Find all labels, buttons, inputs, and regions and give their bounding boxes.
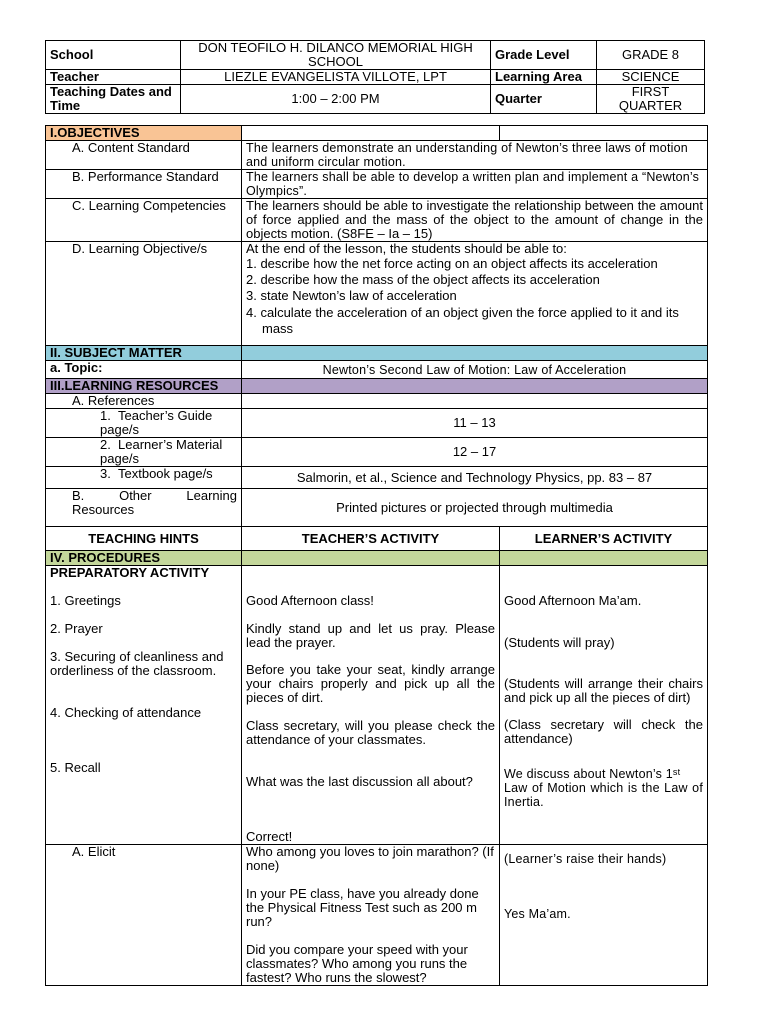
quarter-label: Quarter [491,85,597,114]
teacher-label: Teacher [46,70,181,85]
learning-objectives-list [246,257,703,337]
subject-matter-heading-fill [242,346,708,361]
textbook-label [50,467,237,481]
teachers-guide-label [50,409,237,437]
learners-material-number: 2. [100,437,111,452]
textbook-label-cell [46,467,242,489]
prayer-label: 2. Prayer [50,621,103,636]
learners-material-label [50,438,237,466]
subject-matter-heading: II. SUBJECT MATTER [46,346,242,361]
elicit-teacher-2: In your PE class, have you already done the Physical Fitness Test such as 200 m run? [246,886,479,929]
teachers-guide-number: 1. [100,408,111,423]
textbook-number: 3. [100,466,111,481]
cleanliness-teacher: Before you take your seat, kindly arrange your chairs properly and pick up all the pieces of dirt. [246,662,495,705]
greetings-teacher: Good Afternoon class! [246,593,374,608]
preparatory-teacher-cell [242,566,500,845]
recall-teacher-correct: Correct! [246,829,293,844]
recall-label: 5. Recall [50,760,101,775]
school-label: School [46,41,181,70]
learning-resources-heading: III.LEARNING RESOURCES [46,379,242,394]
school-value: DON TEOFILO H. DILANCO MEMORIAL HIGH SCHOOL [181,41,491,70]
elicit-learner-1: (Learner’s raise their hands) [504,852,667,866]
topic-value: Newton’s Second Law of Motion: Law of Acceleration [242,361,708,379]
objectives-heading-blank-2 [500,126,708,141]
cleanliness-label: 3. Securing of cleanliness and orderliness of the classroom. [50,649,224,678]
header-table [45,40,705,114]
lesson-plan-table [45,125,708,986]
learning-objectives-label: D. Learning Objective/s [46,242,242,346]
preparatory-hints-cell [46,566,242,845]
learning-area-label: Learning Area [491,70,597,85]
elicit-teacher-1: Who among you loves to join marathon? (If none) [246,844,494,873]
performance-standard-label: B. Performance Standard [46,170,242,199]
learning-objective-item: 1. describe how the net force acting on an object affects its acceleration [246,256,658,271]
recall-learner [504,767,703,809]
objectives-heading: I.OBJECTIVES [46,126,242,141]
teachers-guide-label-cell [46,409,242,438]
procedures-heading-fill [242,551,500,566]
prayer-learner: (Students will pray) [504,635,615,650]
elicit-label: A. Elicit [46,845,242,986]
attendance-teacher: Class secretary, will you please check the attendance of your classmates. [246,718,495,747]
greetings-learner: Good Afternoon Ma’am. [504,593,642,608]
elicit-learner-2: Yes Ma’am. [504,907,571,921]
elicit-teacher-3: Did you compare your speed with your classmates? Who among you runs the fastest? Who runs the slowest? [246,942,468,985]
learners-activity-header: LEARNER’S ACTIVITY [500,527,708,551]
performance-standard-text: The learners shall be able to develop a written plan and implement a “Newton’s Olympics”. [242,170,708,199]
attendance-label: 4. Checking of attendance [50,705,202,720]
teaching-dates-value: 1:00 – 2:00 PM [181,85,491,114]
grade-level-value: GRADE 8 [597,41,705,70]
greetings-label: 1. Greetings [50,593,121,608]
learners-material-label-cell [46,438,242,467]
recall-learner-text-2: Law of Motion which is the Law of Inertia. [504,781,703,809]
quarter-value: FIRST QUARTER [597,85,705,114]
learning-objectives-intro: At the end of the lesson, the students should be able to: [246,241,567,256]
teachers-guide-text: Teacher’s Guide page/s [100,408,213,437]
learning-objective-item: 2. describe how the mass of the object affects its acceleration [246,272,600,287]
learners-material-value: 12 – 17 [242,438,708,467]
other-resources-label: B. Other Learning Resources [46,489,242,527]
textbook-text: Textbook page/s [118,466,213,481]
teacher-value: LIEZLE EVANGELISTA VILLOTE, LPT [181,70,491,85]
learning-objective-item: 3. state Newton’s law of acceleration [246,288,457,303]
recall-learner-text: We discuss about Newton’s 1 [504,767,673,781]
elicit-learner-cell [500,845,708,986]
other-resources-value: Printed pictures or projected through multimedia [242,489,708,527]
elicit-teacher-cell [242,845,500,986]
procedures-heading: IV. PROCEDURES [46,551,242,566]
recall-teacher: What was the last discussion all about? [246,774,473,789]
grade-level-label: Grade Level [491,41,597,70]
learning-competencies-label: C. Learning Competencies [46,199,242,242]
recall-learner-superscript: st [672,767,681,777]
textbook-value: Salmorin, et al., Science and Technology Physics, pp. 83 – 87 [242,467,708,489]
learners-material-text: Learner’s Material page/s [100,437,223,466]
learning-competencies-text: The learners should be able to investigate the relationship between the amount of force applied and the mass of the object to the amount of change in the objects motion. (S8FE – Ia – 15) [242,199,708,242]
topic-label: a. Topic: [46,361,242,379]
procedures-heading-fill-2 [500,551,708,566]
learning-area-value: SCIENCE [597,70,705,85]
preparatory-activity-heading: PREPARATORY ACTIVITY [50,565,210,580]
teachers-activity-header: TEACHER’S ACTIVITY [242,527,500,551]
learning-resources-heading-fill [242,379,708,394]
learning-objective-item: 4. calculate the acceleration of an object given the force applied to it and its mass [246,305,679,336]
references-label: A. References [46,394,242,409]
prayer-teacher: Kindly stand up and let us pray. Please lead the prayer. [246,621,495,650]
references-blank [242,394,708,409]
teachers-guide-value: 11 – 13 [242,409,708,438]
teaching-hints-header: TEACHING HINTS [46,527,242,551]
content-standard-text: The learners demonstrate an understanding of Newton’s three laws of motion and uniform circular motion. [242,141,708,170]
cleanliness-learner: (Students will arrange their chairs and pick up all the pieces of dirt) [504,676,703,705]
content-standard-label: A. Content Standard [46,141,242,170]
objectives-heading-blank [242,126,500,141]
preparatory-learner-cell [500,566,708,845]
attendance-learner: (Class secretary will check the attendance) [504,717,703,746]
learning-objectives-cell [242,242,708,346]
teaching-dates-label: Teaching Dates and Time [46,85,181,114]
